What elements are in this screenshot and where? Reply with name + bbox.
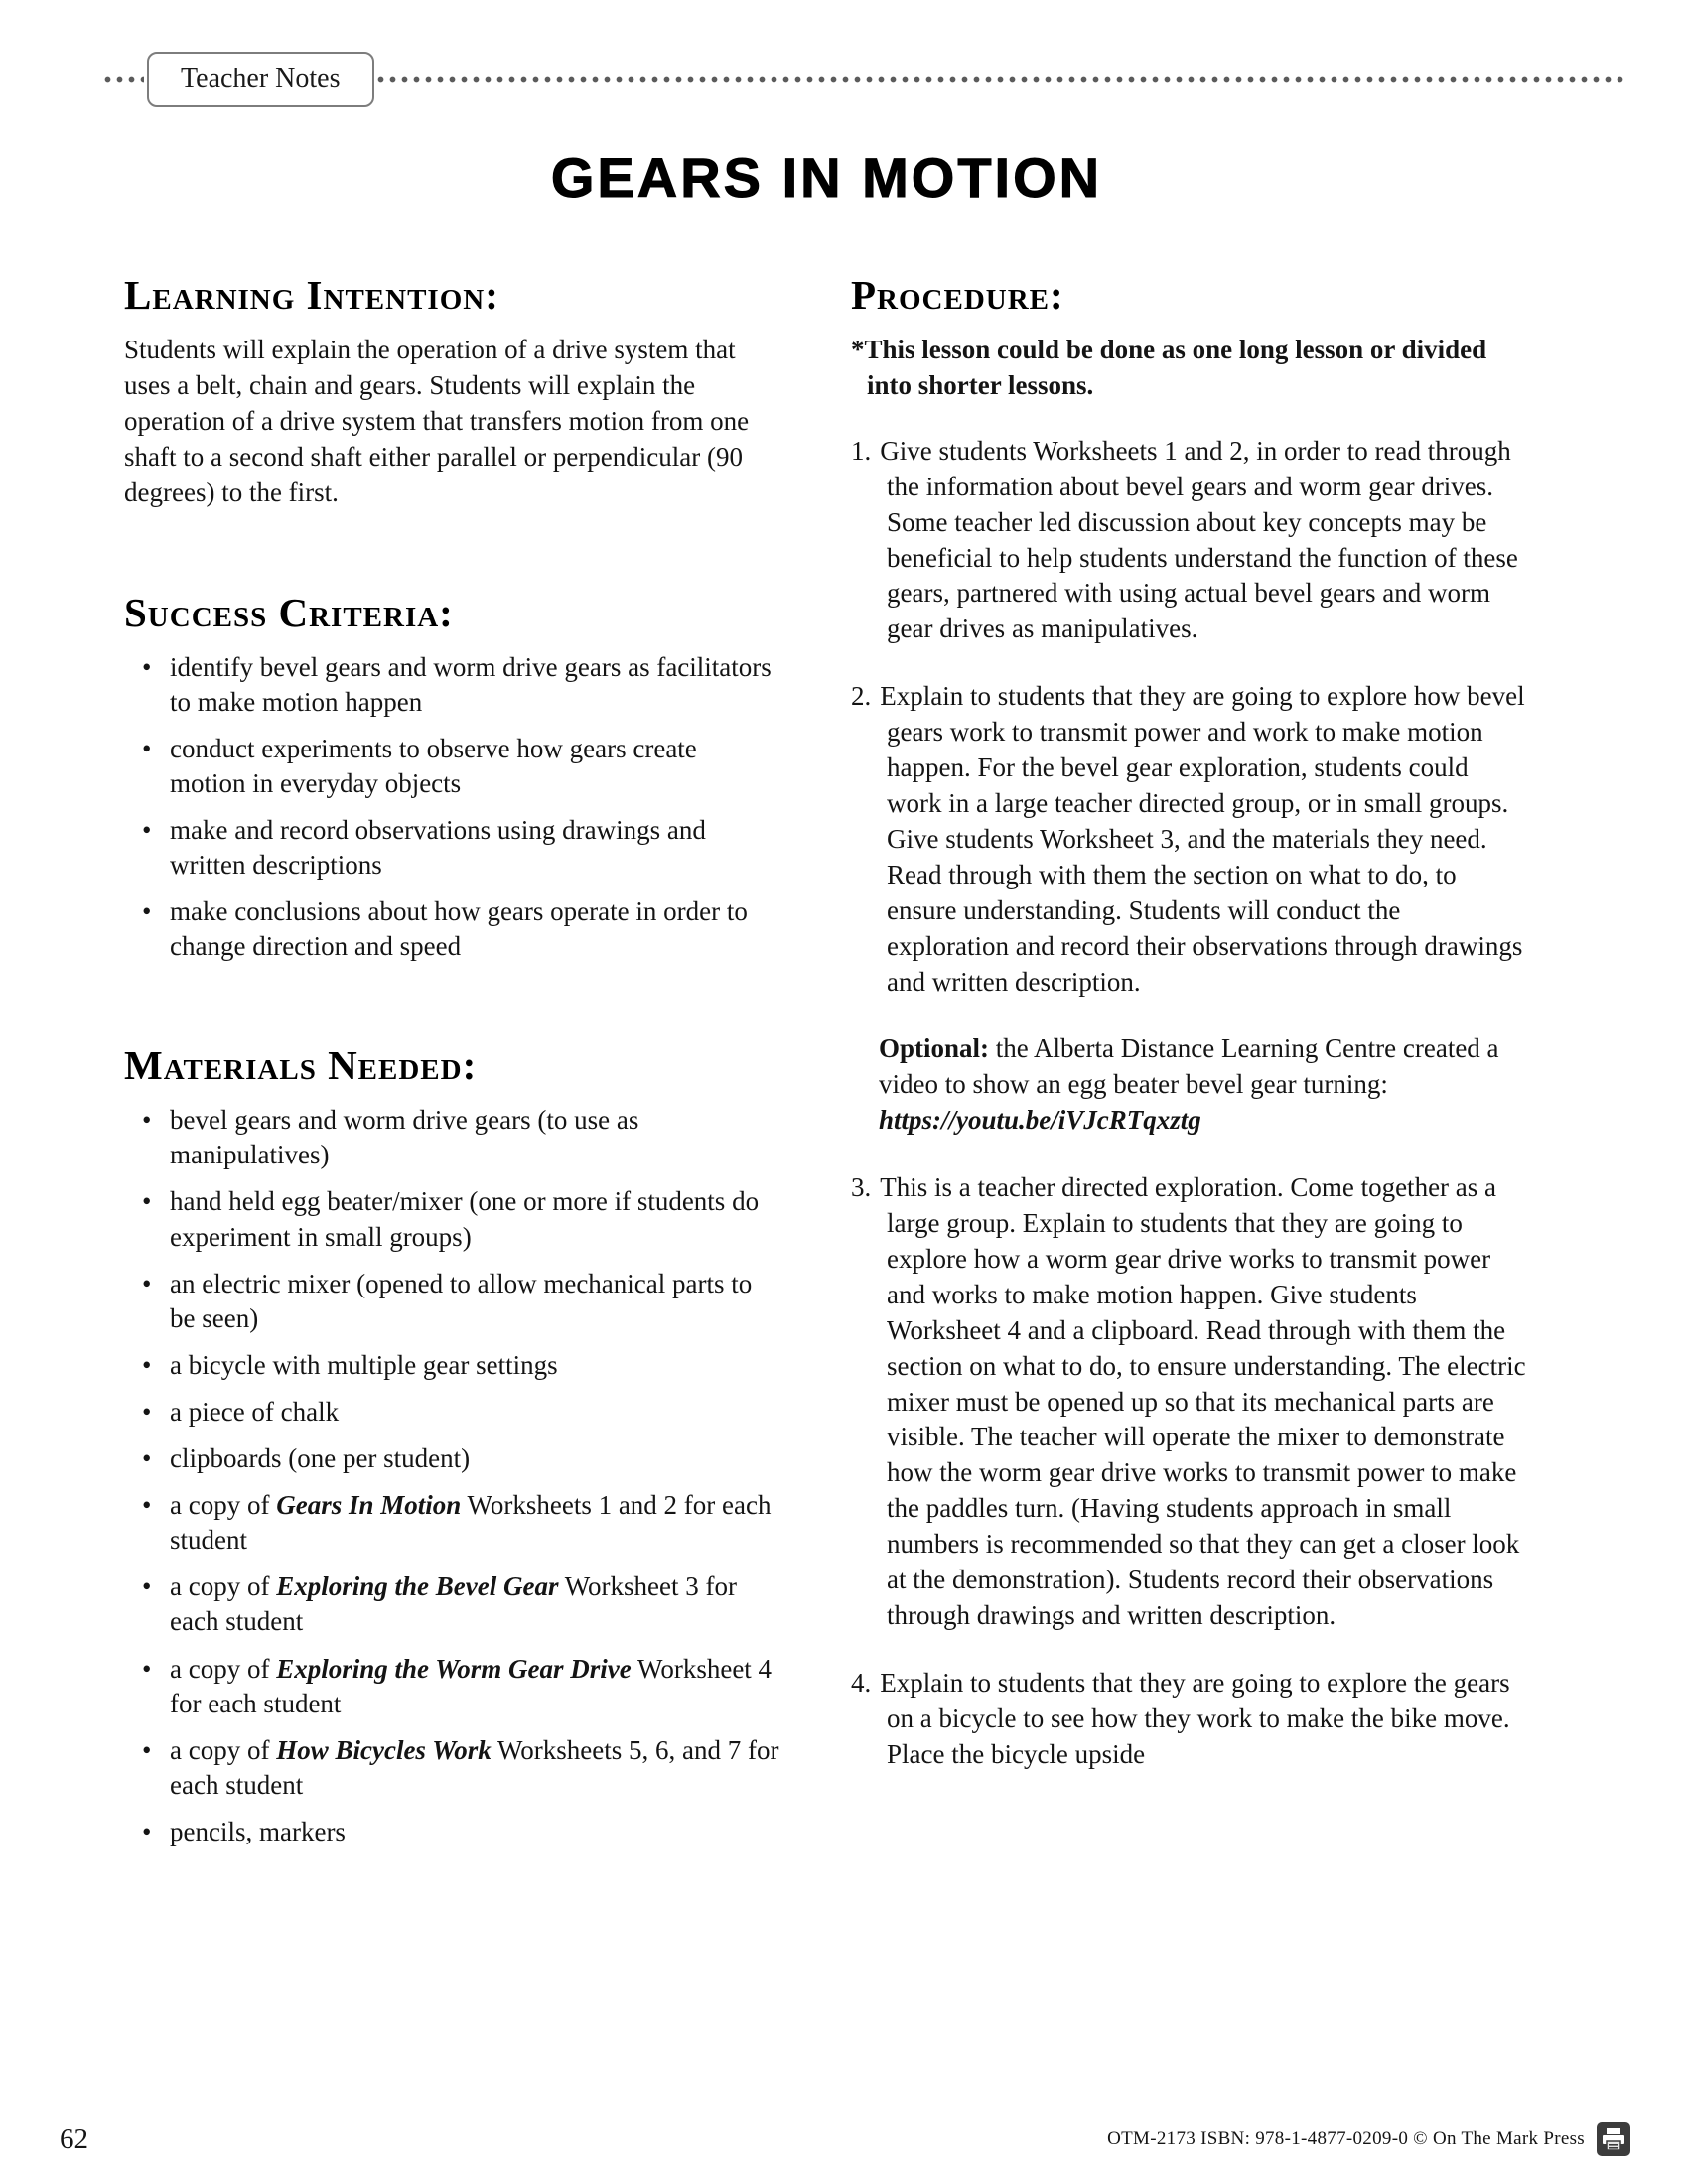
section-heading-procedure: Procedure: [851,272,1064,318]
list-item: • conduct experiments to observe how gears create motion in everyday objects [124,732,779,801]
step-number: 3. [851,1172,872,1203]
materials-list [124,1103,779,1849]
page-number: 62 [60,2122,88,2155]
procedure-step-4 [851,1666,1529,1773]
section-heading-success-criteria: Success Criteria: [124,589,454,635]
learning-intention-body: Students will explain the operation of a drive system that uses a belt, chain and gears. Students will explain the operation of a drive system that transfers motion from one shaft to a second shaft either parallel or perpendicular (90 degrees) to the first. [124,335,750,507]
list-item: • pencils, markers [124,1815,779,1849]
step-text: Give students Worksheets 1 and 2, in order to read through the information about bevel gears and worm gear drives. Some teacher led discussion about key concepts may be beneficial to help students understand the function of these gears, partnered with using actual bevel gears and worm gear drives as manipulatives. [880,435,1518,644]
procedure-step-2 [851,679,1529,1000]
printer-icon [1597,2122,1630,2156]
list-item: • make and record observations using drawings and written descriptions [124,813,779,883]
page-footer [60,2122,1630,2156]
step-text: This is a teacher directed exploration. Come together as a large group. Explain to students that they are going to explore how a worm gear drive works to transmit power and works to make motion happen. Give students Worksheet 4 and a clipboard. Read through with them the section on what to do, to ensure understanding. The electric mixer must be opened up so that its mechanical parts are visible. The teacher will operate the mixer to demonstrate how the worm gear drive works to transmit power to make the paddles turn. (Having students approach in small numbers is recommended so that they can get a closer look at the demonstration). Students record their observations through drawings and written description. [880,1172,1526,1630]
materials-needed-section [124,1041,779,1849]
step-number: 4. [851,1667,872,1698]
list-item: • a copy of Gears In Motion Worksheets 1 and 2 for each student [124,1488,779,1558]
step-text: Explain to students that they are going to explore the gears on a bicycle to see how they work to make the bike move. Place the bicycle upside [880,1667,1510,1769]
two-column-layout [124,271,1529,1861]
optional-note: Optional: the Alberta Distance Learning Centre created a video to show an egg beater bevel gear turning: https://youtu.be/iVJcRTqxztg [879,1033,1499,1136]
procedure-step-3 [851,1170,1529,1634]
dotted-rule-left [104,76,144,83]
step-number: 2. [851,681,872,712]
left-column [124,271,779,1861]
list-item: • make conclusions about how gears operate in order to change direction and speed [124,894,779,964]
list-item: • a copy of How Bicycles Work Worksheets 5, 6, and 7 for each student [124,1733,779,1803]
procedure-section [851,271,1529,1773]
success-criteria-section [124,589,779,965]
teacher-notes-tab-row [104,52,1626,107]
list-item: • a bicycle with multiple gear settings [124,1348,779,1383]
list-item: • a copy of Exploring the Bevel Gear Worksheet 3 for each student [124,1570,779,1639]
publisher-info [1107,2122,1630,2156]
right-column [851,271,1529,1805]
list-item: • hand held egg beater/mixer (one or more if students do experiment in small groups) [124,1184,779,1254]
section-heading-learning-intention: Learning Intention: [124,272,499,318]
section-heading-materials-needed: Materials Needed: [124,1042,478,1089]
dotted-rule-right [377,76,1626,83]
list-item: • a copy of Exploring the Worm Gear Drive Worksheet 4 for each student [124,1652,779,1721]
learning-intention-section [124,271,779,511]
list-item: • bevel gears and worm drive gears (to use as manipulatives) [124,1103,779,1172]
publisher-line: OTM-2173 ISBN: 978-1-4877-0209-0 © On The Mark Press [1107,2128,1585,2149]
procedure-step-1 [851,434,1529,647]
procedure-note: *This lesson could be done as one long lesson or divided into shorter lessons. [851,335,1487,400]
success-criteria-list [124,650,779,965]
list-item: • an electric mixer (opened to allow mechanical parts to be seen) [124,1267,779,1336]
teacher-notes-tab: Teacher Notes [147,52,374,107]
list-item: • identify bevel gears and worm drive gears as facilitators to make motion happen [124,650,779,720]
list-item: • clipboards (one per student) [124,1441,779,1476]
step-text: Explain to students that they are going to explore how bevel gears work to transmit power and work to make motion happen. For the bevel gear exploration, students could work in a large teacher directed group, or in small groups. Give students Worksheet 3, and the materials they need. Read through with them the section on what to do, to ensure understanding. Students will conduct the exploration and record their observations through drawings and written description. [880,681,1525,997]
page-title: GEARS IN MOTION [550,146,1103,208]
step-number: 1. [851,435,872,466]
list-item: • a piece of chalk [124,1395,779,1430]
